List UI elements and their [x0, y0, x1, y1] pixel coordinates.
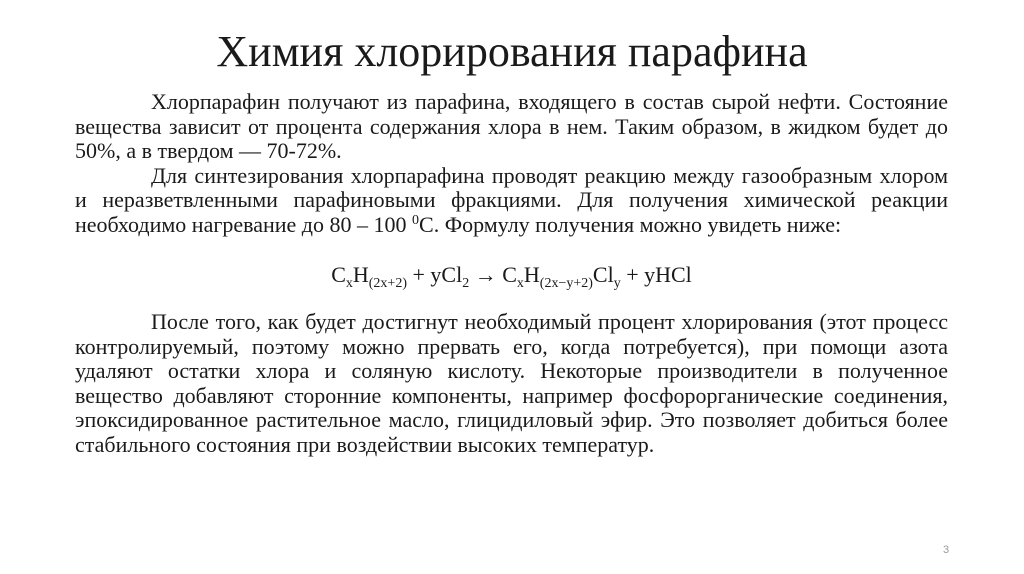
formula-sub: x	[516, 276, 524, 291]
formula-sub: 2	[462, 276, 470, 291]
page-number: 3	[942, 544, 950, 556]
slide-title: Химия хлорирования парафина	[216, 27, 808, 76]
degree-superscript: 0	[412, 212, 420, 228]
formula-part: + yHCl	[620, 262, 692, 287]
paragraph-process: После того, как будет достигнут необходимый процент хлорирования (этот процесс контролируемый, поэтому можно прервать его, когда потребуется), при помощи азота удаляют остатки хлора и соляную кислоту. Некоторые производители в полученное вещество добавляют сторонние компоненты, например фосфорорганические соединения, эпоксидированное растительное масло, глицидиловый эфир. Это позволяет добиться более стабильного состояния при воздействии высоких температур.	[75, 309, 948, 457]
synthesis-text-end: С. Формулу получения можно увидеть ниже:	[419, 211, 842, 237]
formula-part: + yCl	[407, 262, 463, 287]
reaction-formula	[75, 262, 948, 291]
paragraph-intro: Хлорпарафин получают из парафина, входящего в состав сырой нефти. Состояние вещества зависит от процента содержания хлора в нем. Таким образом, в жидком будет до 50%, а в твердом — 70-72%.	[75, 89, 948, 163]
formula-sub: x	[345, 276, 353, 291]
formula-sub: (2x−y+2)	[539, 276, 593, 291]
synthesis-text: Для синтезирования хлорпарафина проводят реакцию между газообразным хлором и неразветвленными парафиновыми фракциями. Для получения химической реакции необходимо нагревание до 80 – 100	[75, 162, 948, 237]
formula-sub: y	[613, 276, 621, 291]
formula-sub: (2x+2)	[368, 276, 407, 291]
paragraph-synthesis	[75, 164, 948, 238]
slide-body	[75, 90, 948, 457]
formula-part: Cl	[592, 262, 614, 287]
formula-arrow: → C	[469, 262, 517, 287]
formula-part: H	[352, 262, 369, 287]
formula-part: C	[331, 262, 346, 287]
formula-part: H	[523, 262, 540, 287]
